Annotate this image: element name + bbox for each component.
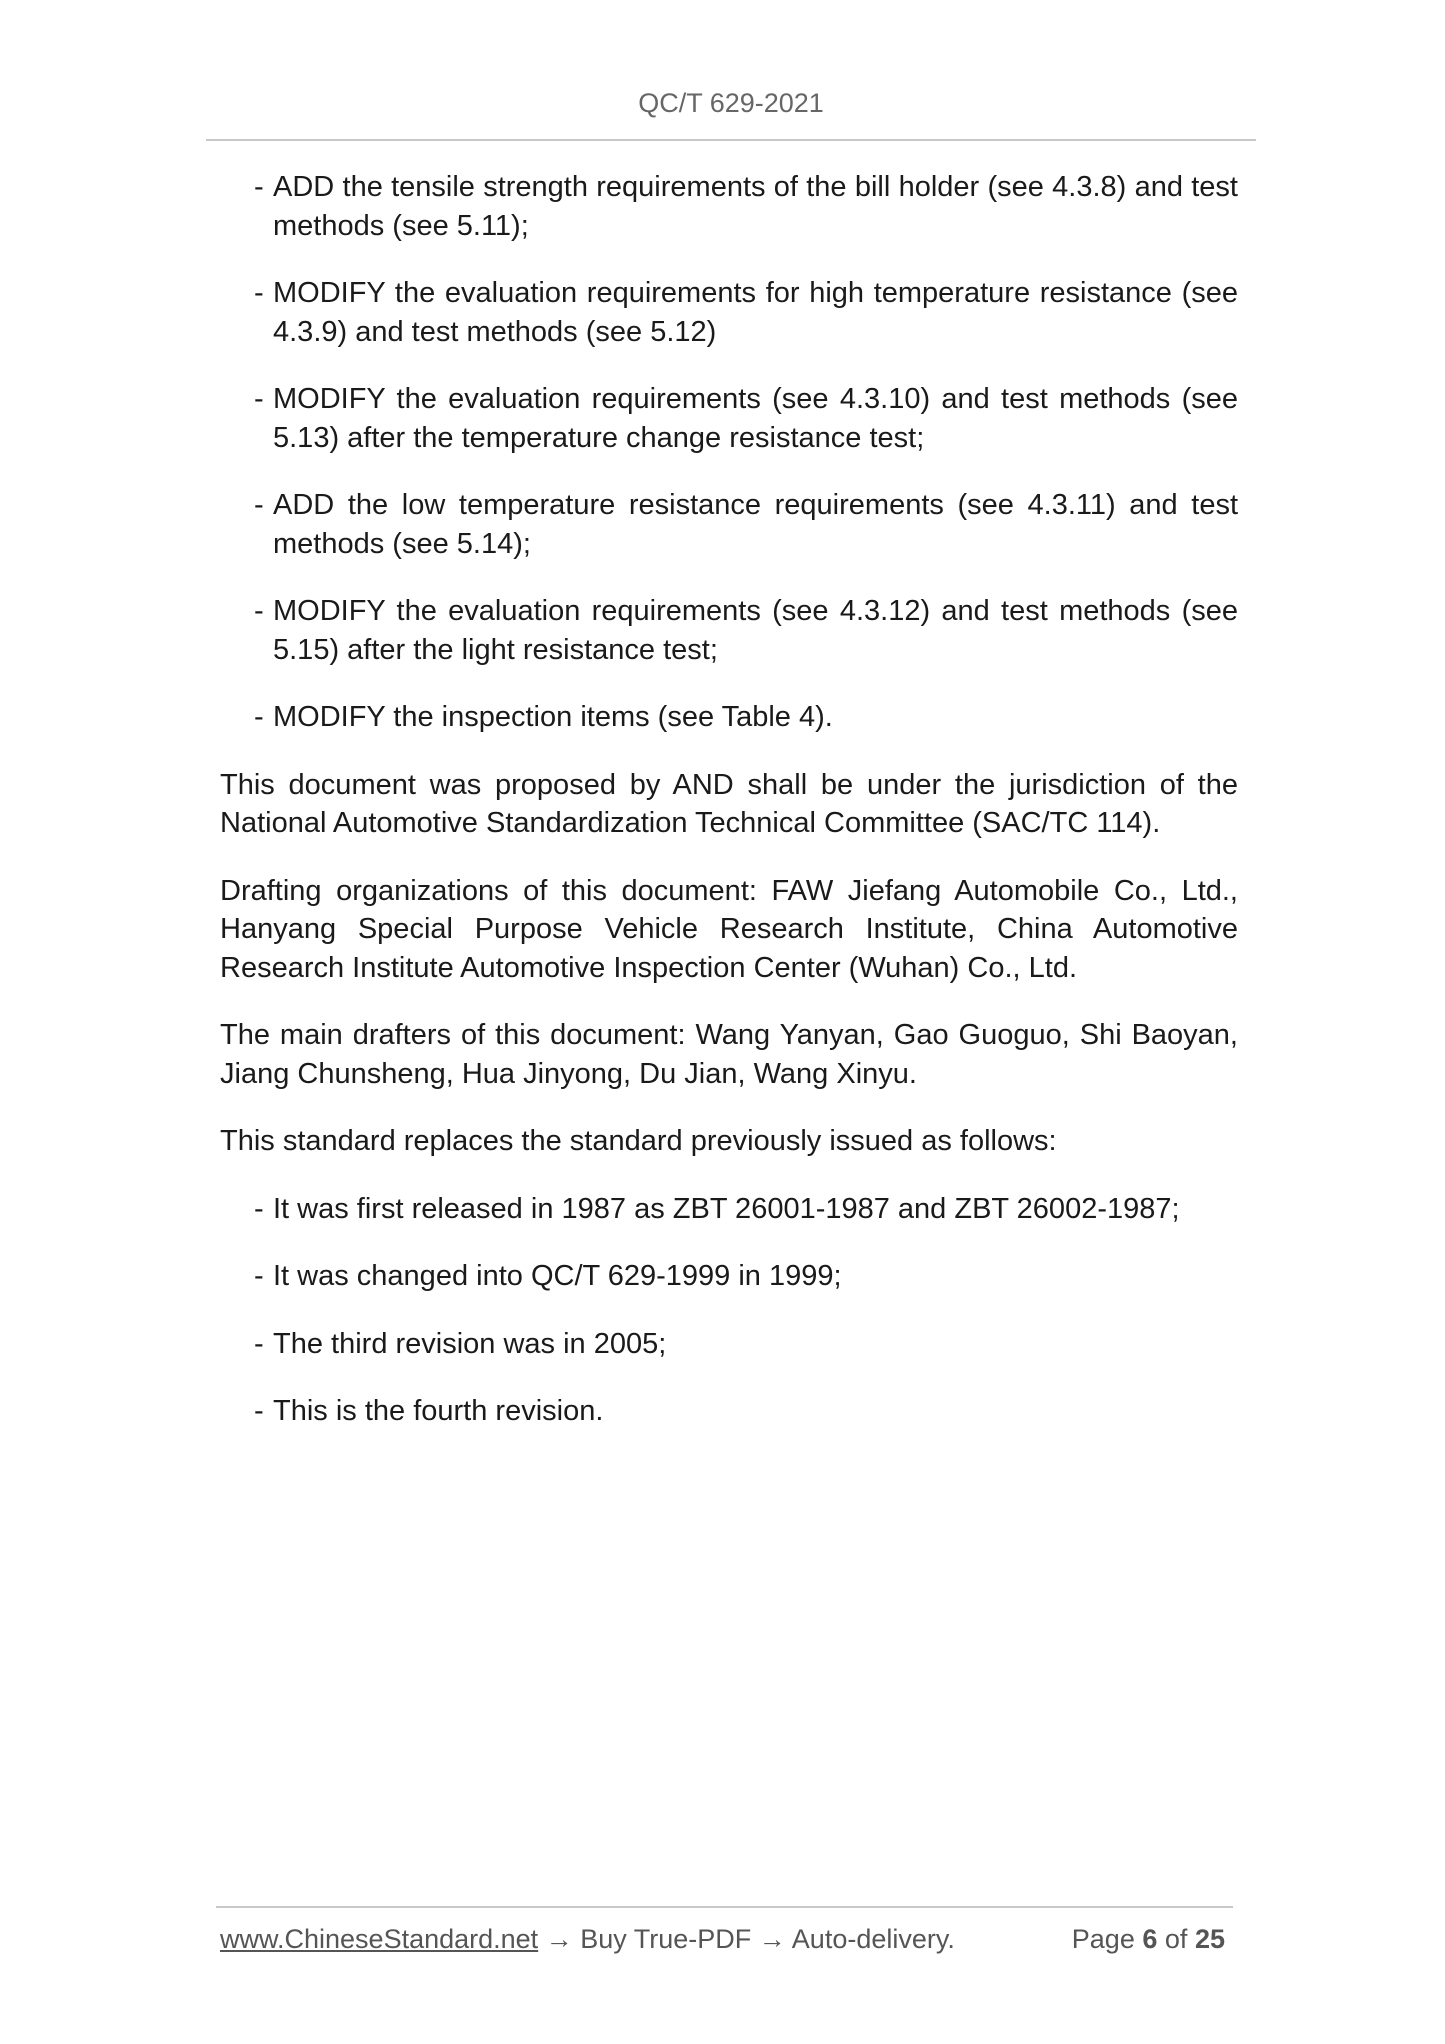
bullet-dash: - <box>254 1327 264 1360</box>
list-item-text: It was changed into QC/T 629-1999 in 1999; <box>273 1260 842 1292</box>
bullet-dash: - <box>254 1192 264 1225</box>
list-item <box>254 486 1238 563</box>
page-label: Page <box>1071 1924 1135 1954</box>
list-item-text: ADD the low temperature resistance requirements (see 4.3.11) and test methods (see 5.14); <box>273 489 1238 560</box>
bullet-dash: - <box>254 171 264 203</box>
list-item <box>254 698 1238 737</box>
list-item-text: ADD the tensile strength requirements of the bill holder (see 4.3.8) and test methods (see 5.11); <box>273 171 1238 242</box>
header-divider <box>206 139 1256 141</box>
list-item <box>254 1392 1238 1431</box>
paragraph-drafting-organizations: Drafting organizations of this document: FAW Jiefang Automobile Co., Ltd., Hanyang Special Purpose Vehicle Research Institute, China Automotive Research Institute Automotive Inspection Center (Wuhan) Co., Ltd. <box>220 874 1238 984</box>
list-item-text: The third revision was in 2005; <box>273 1327 667 1360</box>
bullet-dash: - <box>254 383 264 415</box>
paragraph-replacement-history: This standard replaces the standard previously issued as follows: <box>220 1125 1057 1157</box>
list-item-text: This is the fourth revision. <box>273 1395 604 1427</box>
arrow-right-icon: → <box>758 1924 786 1954</box>
bullet-dash: - <box>254 489 264 521</box>
list-item <box>254 1325 1238 1364</box>
paragraph-proposal: This document was proposed by AND shall be under the jurisdiction of the National Automotive Standardization Technical Committee (SAC/TC 114). <box>220 768 1238 839</box>
list-item <box>254 1257 1238 1296</box>
paragraph-drafters: The main drafters of this document: Wang Yanyan, Gao Guoguo, Shi Baoyan, Jiang Chunsheng, Hua Jinyong, Du Jian, Wang Xinyu. <box>220 1019 1238 1090</box>
list-item <box>254 1190 1238 1229</box>
buy-true-pdf-text: Buy True-PDF <box>580 1924 752 1954</box>
bullet-dash: - <box>254 277 264 309</box>
document-body <box>220 168 1238 1460</box>
page-number <box>1072 1924 1225 1955</box>
footer-promo <box>220 1924 955 1955</box>
website-link[interactable]: www.ChineseStandard.net <box>220 1924 539 1954</box>
footer-divider <box>216 1906 1233 1908</box>
of-label: of <box>1164 1924 1188 1954</box>
list-item <box>254 168 1238 245</box>
list-item-text: MODIFY the inspection items (see Table 4). <box>273 701 833 733</box>
page-header-title: QC/T 629-2021 <box>638 88 824 118</box>
bullet-dash: - <box>254 1395 264 1427</box>
list-item-text: MODIFY the evaluation requirements (see 4.3.10) and test methods (see 5.13) after the temperature change resistance test; <box>273 383 1238 454</box>
list-item <box>254 274 1238 351</box>
bullet-dash: - <box>254 1260 264 1292</box>
list-item-text: It was first released in 1987 as ZBT 26001-1987 and ZBT 26002-1987; <box>273 1192 1180 1225</box>
list-item-text: MODIFY the evaluation requirements for high temperature resistance (see 4.3.9) and test methods (see 5.12) <box>273 277 1238 348</box>
arrow-right-icon: → <box>545 1924 573 1954</box>
bullet-dash: - <box>254 595 264 627</box>
list-item <box>254 592 1238 669</box>
list-item <box>254 380 1238 457</box>
total-pages: 25 <box>1194 1924 1225 1954</box>
current-page: 6 <box>1142 1924 1158 1954</box>
list-item-text: MODIFY the evaluation requirements (see 4.3.12) and test methods (see 5.15) after the light resistance test; <box>273 595 1238 666</box>
auto-delivery-text: Auto-delivery. <box>791 1924 955 1954</box>
bullet-dash: - <box>254 701 264 733</box>
